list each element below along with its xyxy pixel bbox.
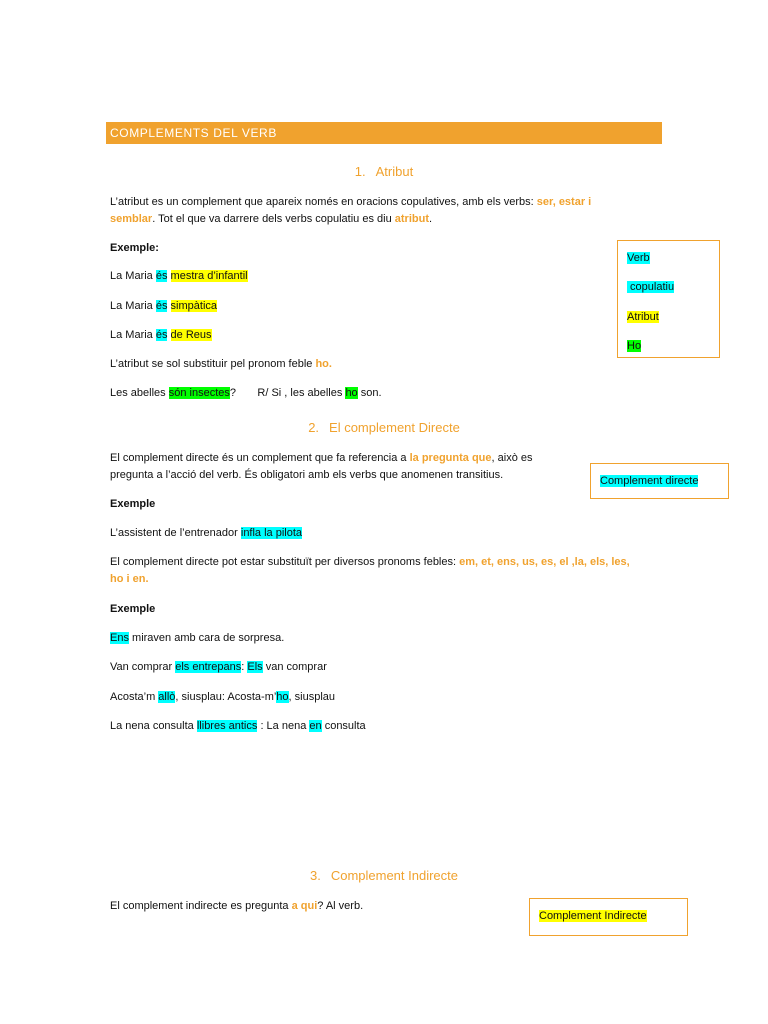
heading-number: 1. (354, 164, 366, 179)
copulative-verbs: ser, estar i semblar (110, 196, 592, 225)
pronoun-note: El complement directe pot estar substituït per diversos pronoms febles: em, et, ens, us, es, el ,la, els, les, ho i en. (110, 556, 630, 585)
heading-number: 2. (308, 420, 320, 435)
example-sentence: La Maria és mestra d’infantil (110, 270, 248, 282)
attribute-highlight: simpàtica (170, 300, 218, 312)
atribut-intro: L’atribut es un complement que apareix només en oracions copulatives, amb els verbs: ser, estar i semblar. Tot el que va darrere dels verbs copulatiu es diu atribut. (110, 196, 592, 225)
attribute-highlight: de Reus (170, 329, 212, 341)
legend-complement-indirecte: Complement Indirecte (539, 910, 647, 922)
example-label: Exemple (110, 603, 156, 615)
verb-highlight: és (155, 329, 168, 341)
heading-title: El complement Directe (329, 420, 460, 435)
example-sentence: Les abelles són insectes? R/ Si , les abelles ho son. (110, 387, 382, 399)
verb-highlight: és (155, 270, 168, 282)
directe-intro: El complement directe és un complement que fa referencia a la pregunta que, això es pregunta a l’acció del verb. És obligatori amb els verbs que anomenen transitius. (110, 452, 533, 481)
direct-object-highlight: allò (158, 691, 176, 703)
legend-verb: Verb (627, 252, 650, 264)
direct-object-highlight: els entrepans (175, 661, 242, 673)
legend-copulatiu: copulatiu (627, 281, 675, 293)
example-sentence: La Maria és simpàtica (110, 300, 218, 312)
heading-title: Complement Indirecte (330, 868, 458, 883)
example-sentence: Ens miraven amb cara de sorpresa. (110, 632, 285, 644)
question-a-qui: a qui (291, 900, 318, 912)
example-sentence: La nena consulta llibres antics : La nena en consulta (110, 720, 366, 732)
example-sentence: La Maria és de Reus (110, 329, 212, 341)
legend-complement-directe: Complement directe (600, 475, 699, 487)
atribut-term: atribut (394, 213, 429, 225)
indirecte-intro: El complement indirecte es pregunta a qui? Al verb. (110, 900, 364, 912)
heading-atribut (106, 164, 662, 179)
example-sentence: Van comprar els entrepans: Els van comprar (110, 661, 327, 673)
heading-complement-directe (106, 420, 662, 435)
pronoun-highlight: ho (345, 387, 358, 399)
heading-number: 3. (309, 868, 321, 883)
legend-box-indirecte (529, 898, 688, 936)
pronoun-highlight: Ens (110, 632, 129, 644)
question-que: la pregunta que (409, 452, 492, 464)
legend-box-directe (590, 463, 729, 499)
direct-object-highlight: llibres antics (196, 720, 258, 732)
heading-complement-indirecte (106, 868, 662, 883)
pronoun-ho: ho. (315, 358, 332, 370)
example-label: Exemple (110, 498, 156, 510)
pronoun-highlight: en (309, 720, 322, 732)
legend-ho: Ho (627, 340, 642, 352)
attribute-highlight: mestra d’infantil (170, 270, 248, 282)
example-sentence: Acosta’m allò, siusplau: Acosta-m’ho, siusplau (110, 691, 336, 703)
example-sentence: L’assistent de l’entrenador infla la pilota (110, 527, 303, 539)
pronoun-list: em, et, ens, us, es, el ,la, els, les, ho i en. (110, 556, 630, 585)
pronoun-note: L’atribut se sol substituir pel pronom feble ho. (110, 358, 332, 370)
direct-object-highlight: infla la pilota (240, 527, 303, 539)
example-label: Exemple: (110, 242, 159, 254)
legend-box-atribut (617, 240, 720, 358)
pronoun-highlight: ho (276, 691, 289, 703)
copulative-highlight: són insectes (168, 387, 230, 399)
section-banner: COMPLEMENTS DEL VERB (106, 122, 662, 144)
pronoun-highlight: Els (247, 661, 263, 673)
heading-title: Atribut (375, 164, 414, 179)
verb-highlight: és (155, 300, 168, 312)
legend-atribut: Atribut (627, 311, 659, 323)
